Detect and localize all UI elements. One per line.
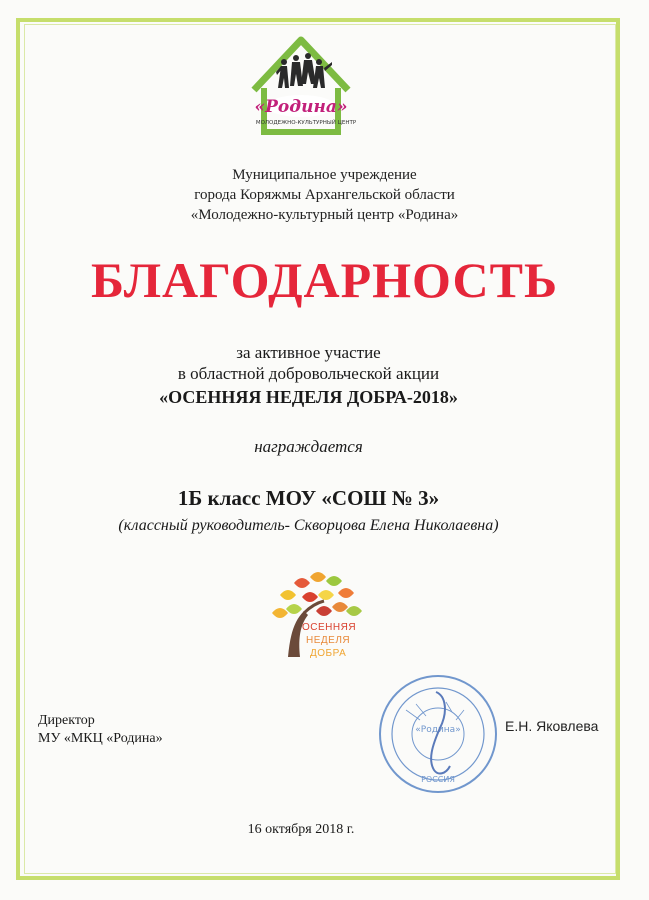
certificate-title: БЛАГОДАРНОСТЬ bbox=[90, 252, 559, 308]
action-name: «ОСЕННЯЯ НЕДЕЛЯ ДОБРА-2018» bbox=[159, 387, 458, 407]
recipient-name: 1Б класс МОУ «СОШ № 3» bbox=[177, 486, 440, 510]
position-line-1: Директор bbox=[38, 713, 95, 728]
org-line-3: «Молодежно-культурный центр «Родина» bbox=[190, 207, 459, 223]
awarded-label: награждается bbox=[254, 437, 363, 456]
org-line-2: города Коряжмы Архангельской области bbox=[194, 187, 455, 203]
event-logo-word-2: НЕДЕЛЯ bbox=[306, 635, 351, 646]
org-line-1: Муниципальное учреждение bbox=[232, 167, 417, 183]
svg-text:РОССИЯ: РОССИЯ bbox=[421, 775, 455, 784]
svg-text:«Родина»: «Родина» bbox=[415, 725, 461, 735]
signatory-name: Е.Н. Яковлева bbox=[505, 718, 599, 734]
event-logo-word-1: ОСЕННЯЯ bbox=[302, 622, 357, 633]
position-line-2: МУ «МКЦ «Родина» bbox=[38, 731, 163, 746]
svg-text:«Родина»: «Родина» bbox=[254, 97, 348, 117]
reason-line-2: в областной добровольческой акции bbox=[177, 364, 440, 383]
teacher-name: (классный руководитель- Скворцова Елена Николаевна) bbox=[118, 517, 499, 534]
event-logo-word-3: ДОБРА bbox=[310, 648, 347, 659]
reason-line-1: за активное участие bbox=[236, 343, 381, 362]
certificate-date: 16 октября 2018 г. bbox=[247, 822, 355, 837]
official-stamp bbox=[376, 672, 500, 796]
signatory-position bbox=[38, 712, 163, 748]
svg-text:МОЛОДЕЖНО-КУЛЬТУРНЫЙ ЦЕНТР: МОЛОДЕЖНО-КУЛЬТУРНЫЙ ЦЕНТР bbox=[255, 120, 356, 126]
rodina-logo bbox=[246, 32, 356, 140]
